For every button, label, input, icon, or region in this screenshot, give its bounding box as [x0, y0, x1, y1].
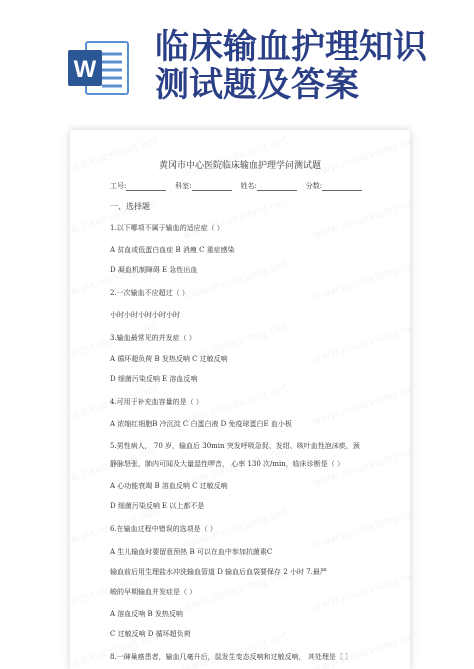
banner: [0, 0, 474, 150]
watermark-text: [311, 629, 410, 669]
question-line: D 细菌污染反响 E 以上都不是: [110, 502, 205, 510]
word-document-icon: [66, 40, 130, 96]
watermark-text: [181, 133, 290, 179]
document-title: 黄冈市中心医院临床输血护理学问测试题: [158, 161, 321, 171]
question-line: 6.在输血过程中错误的选项是（ ）: [110, 525, 217, 533]
question-line: 小时小时小时小时小时: [110, 311, 180, 319]
watermark-text: [311, 257, 410, 303]
field-dept-blank: [192, 183, 232, 191]
question-line: 4.可用于补充血容量的是（ ）: [110, 398, 203, 406]
watermark-text: [181, 629, 290, 669]
logo-letter: W: [73, 56, 97, 83]
question-line: D 凝血机制障碍 E 急性出血: [110, 266, 198, 274]
field-score-label: 分数:: [305, 182, 323, 190]
question-line: 2.一次输血不应超过（ ）: [110, 289, 189, 297]
question-line: 峻的早期输血并发症是（ ）: [110, 588, 197, 596]
question-line: A 贫血或低蛋白血症 B 消瘦 C 重症感染: [110, 246, 235, 254]
watermark-text: [311, 319, 410, 365]
question-line: 1.以下哪项不属于输血的适应症（ ）: [110, 224, 224, 232]
watermark-text: [311, 381, 410, 427]
question-line: C 过敏反响 D 循环超负荷: [110, 630, 191, 638]
title-line-2: 测试题及答案: [155, 65, 359, 105]
field-name-label: 姓名:: [240, 182, 257, 190]
document-page: [70, 130, 410, 669]
question-line: A 心功能衰竭 B 溶血反响 C 过敏反响: [110, 482, 228, 490]
field-score-blank: [322, 183, 362, 191]
question-line: A 循环超负荷 B 发热反响 C 过敏反响: [110, 355, 228, 363]
question-line: 输血前后用生理盐水冲洗输血管道 D 输血后血袋要保存 2 小时 7.最严: [110, 568, 327, 576]
question-line: D 细菌污染反响 E 溶血反响: [110, 375, 198, 383]
watermark-text: [181, 195, 290, 241]
question-line: A 溶血反响 B 发热反响: [110, 610, 183, 618]
watermark-text: [181, 257, 290, 303]
field-id-blank: [126, 183, 166, 191]
field-name-blank: [257, 183, 297, 191]
header-fields: [110, 182, 362, 191]
field-dept-label: 科室:: [175, 182, 192, 190]
watermark-text: [70, 133, 159, 179]
question-line: 8.一砷巢癌患者，输血几毫升后，鼠发生变态反响和过敏反响， 其处理是［ ］: [110, 653, 353, 661]
question-line: 静脉怒张，肺内可闻及大量湿性啰音， 心率 130 次/min，临床诊断是（ ）: [110, 460, 345, 468]
question-line: 5.男性病人， 70 岁，输血后 30min 突发呼吸急促、发绀、咳叶血性泡沫痰，颈: [110, 442, 360, 450]
section-heading: 一、选择题: [110, 202, 150, 211]
watermark-text: [311, 133, 410, 179]
watermark-text: [311, 195, 410, 241]
question-line: A 浓缩红细胞B 冷沉淀 C 白蛋白液 D 免疫球蛋白E 血小板: [110, 420, 292, 428]
field-id-label: 工号:: [110, 182, 127, 190]
question-line: 3.输血最常见的并发症（ ）: [110, 334, 196, 342]
banner-title: [155, 28, 465, 104]
watermark-text: [311, 505, 410, 551]
title-line-1: 临床输血护理知识: [155, 27, 427, 67]
question-line: A 生儿输血时要留意预热 B 可以在血中参加抗菌素C: [110, 548, 273, 556]
